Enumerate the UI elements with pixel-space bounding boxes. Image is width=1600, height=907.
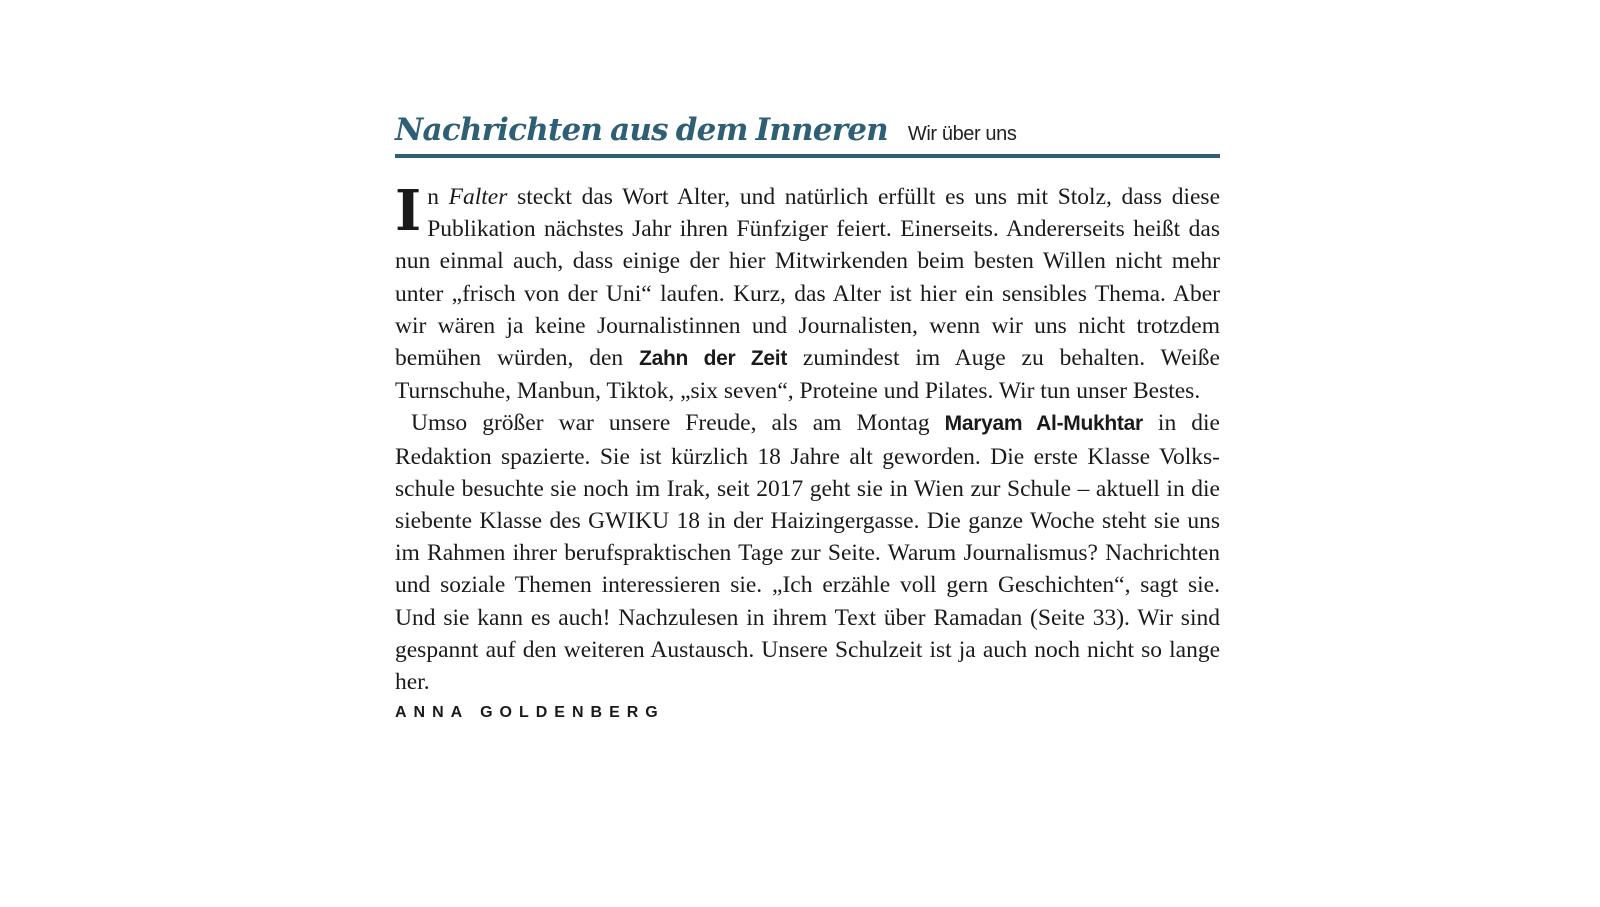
author-byline: ANNA GOLDENBERG xyxy=(395,704,665,722)
paragraph-2-text-a: Umso größer war unsere Freude, als am Montag xyxy=(411,410,945,437)
article-body xyxy=(395,178,1221,698)
section-title: Nachrichten aus dem Inneren xyxy=(395,112,888,148)
section-subtitle: Wir über uns xyxy=(907,123,1017,145)
drop-cap: I xyxy=(395,178,422,244)
paragraph-2-text-b: in die Redaktion spazierte. Sie ist kürzlich 18 Jahre alt geworden. Die erste Klasse Volksschule besuchte sie noch im Irak, seit 2017 geht sie in Wien zur Schule – aktuell in die siebente Klasse des GWIKU 18 in der Haizingergasse. Die ganze Woche steht sie uns im Rahmen ihrer berufspraktischen Tage zur Seite. Warum Journalismus? Nachrichten und soziale Themen interessieren sie. „Ich erzähle voll gern Geschichten“, sagt sie. Und sie kann es auch! Nachzulesen in ihrem Text über Ramadan (Seite 33). Wir sind gespannt auf den weiteren Austausch. Unsere Schulzeit ist ja auch noch nicht so lange her. xyxy=(395,410,1220,696)
article xyxy=(395,110,1220,722)
highlight-zahn-der-zeit: Zahn der Zeit xyxy=(639,347,788,371)
paragraph-1 xyxy=(395,178,1221,407)
paragraph-2 xyxy=(395,407,1220,698)
person-name: Maryam Al-Mukhtar xyxy=(944,412,1143,436)
section-header xyxy=(395,110,1220,158)
paragraph-1-text-c: zumindest im Auge zu behalten. Weiße Turnschuhe, Manbun, Tiktok, „six seven“, Proteine und Pilates. Wir tun unser Bestes. xyxy=(395,345,1220,405)
paragraph-1-text-a: n xyxy=(427,184,449,210)
paragraph-1-text-b: steckt das Wort Alter, und natürlich erfüllt es uns mit Stolz, dass diese Publikation nächstes Jahr ihren Fünfziger feiert. Einerseits. Andererseits heißt das nun einmal auch, dass einige der hier Mitwirkenden beim besten Willen nicht mehr unter „frisch von der Uni“ laufen. Kurz, das Alter ist hier ein sensibles Thema. Aber wir wären ja keine Journalistinnen und Journalisten, wenn wir uns nicht trotzdem bemühen würden, den xyxy=(395,184,1221,372)
publication-name: Falter xyxy=(448,184,508,210)
